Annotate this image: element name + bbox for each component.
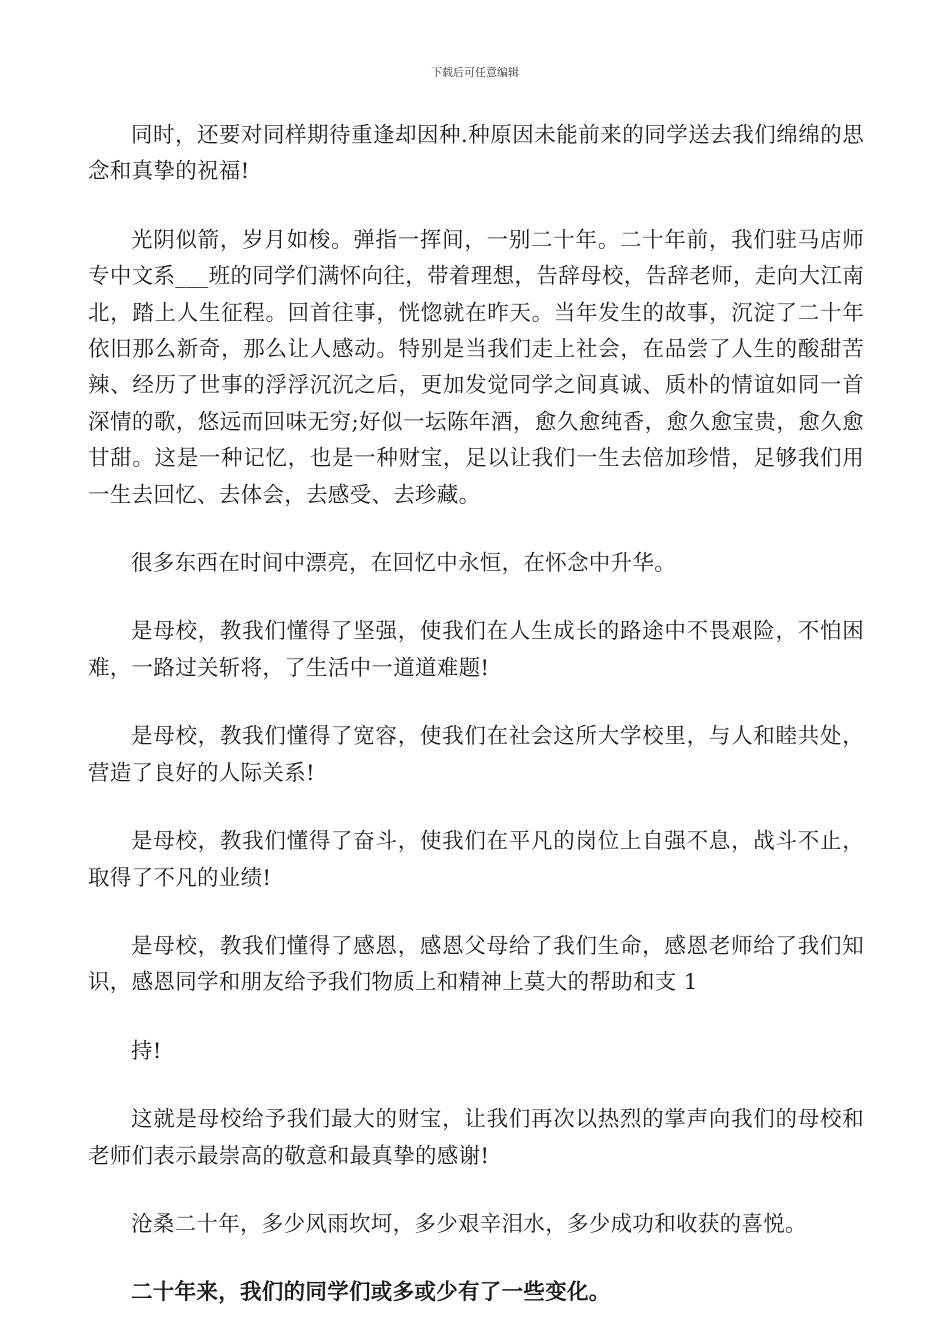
paragraph-greeting-absent-classmates: 同时，还要对同样期待重逢却因种.种原因未能前来的同学送去我们绵绵的思念和真挚的祝福! [88,123,864,185]
paragraph-taught-gratitude: 是母校，教我们懂得了感恩，感恩父母给了我们生命，感恩老师给了我们知识，感恩同学和朋友给予我们物质上和精神上莫大的帮助和支 1 [88,933,864,996]
paragraph-continuation: 持! [131,1038,162,1064]
paragraph-twenty-years-memories: 光阴似箭，岁月如梭。弹指一挥间，一别二十年。二十年前，我们驻马店师专中文系___班的同学们满怀向往，带着理想，告辞母校，告辞老师，走向大江南北，踏上人生征程。回首往事，恍惚就在昨天。当年发生的故事，沉淀了二十年依旧那么新奇，那么让人感动。特别是当我们走上社会，在品尝了人生的酸甜苦辣、经历了世事的浮浮沉沉之后，更加发觉同学之间真诚、质朴的情谊如同一首深情的歌，悠远而回味无穷;好似一坛陈年酒，愈久愈纯香，愈久愈宝贵，愈久愈甘甜。这是一种记忆，也是一种财宝，足以让我们一生去倍加珍惜，足够我们用一生去回忆、去体会，去感受、去珍藏。 [88,227,864,508]
paragraph-twenty-years-hardships: 沧桑二十年，多少风雨坎坷，多少艰辛泪水，多少成功和收获的喜悦。 [131,1211,807,1237]
page-header: 下载后可任意编辑 [431,66,519,79]
paragraph-taught-tolerance: 是母校，教我们懂得了宽容，使我们在社会这所大学校里，与人和睦共处，营造了良好的人际关系! [88,724,864,786]
paragraph-taught-strength: 是母校，教我们懂得了坚强，使我们在人生成长的路途中不畏艰险，不怕困难，一路过关斩将，了生活中一道道难题! [88,619,864,681]
paragraph-classmates-changes: 二十年来，我们的同学们或多或少有了一些变化。 [131,1280,611,1306]
paragraph-thanks-alma-mater: 这就是母校给予我们最大的财宝，让我们再次以热烈的掌声向我们的母校和老师们表示最崇高的敬意和最真挚的感谢! [88,1107,864,1169]
paragraph-taught-striving: 是母校，教我们懂得了奋斗，使我们在平凡的岗位上自强不息，战斗不止，取得了不凡的业绩! [88,829,864,891]
document-body [88,118,864,1344]
paragraph-eternal-memories: 很多东西在时间中漂亮，在回忆中永恒，在怀念中升华。 [131,551,677,577]
